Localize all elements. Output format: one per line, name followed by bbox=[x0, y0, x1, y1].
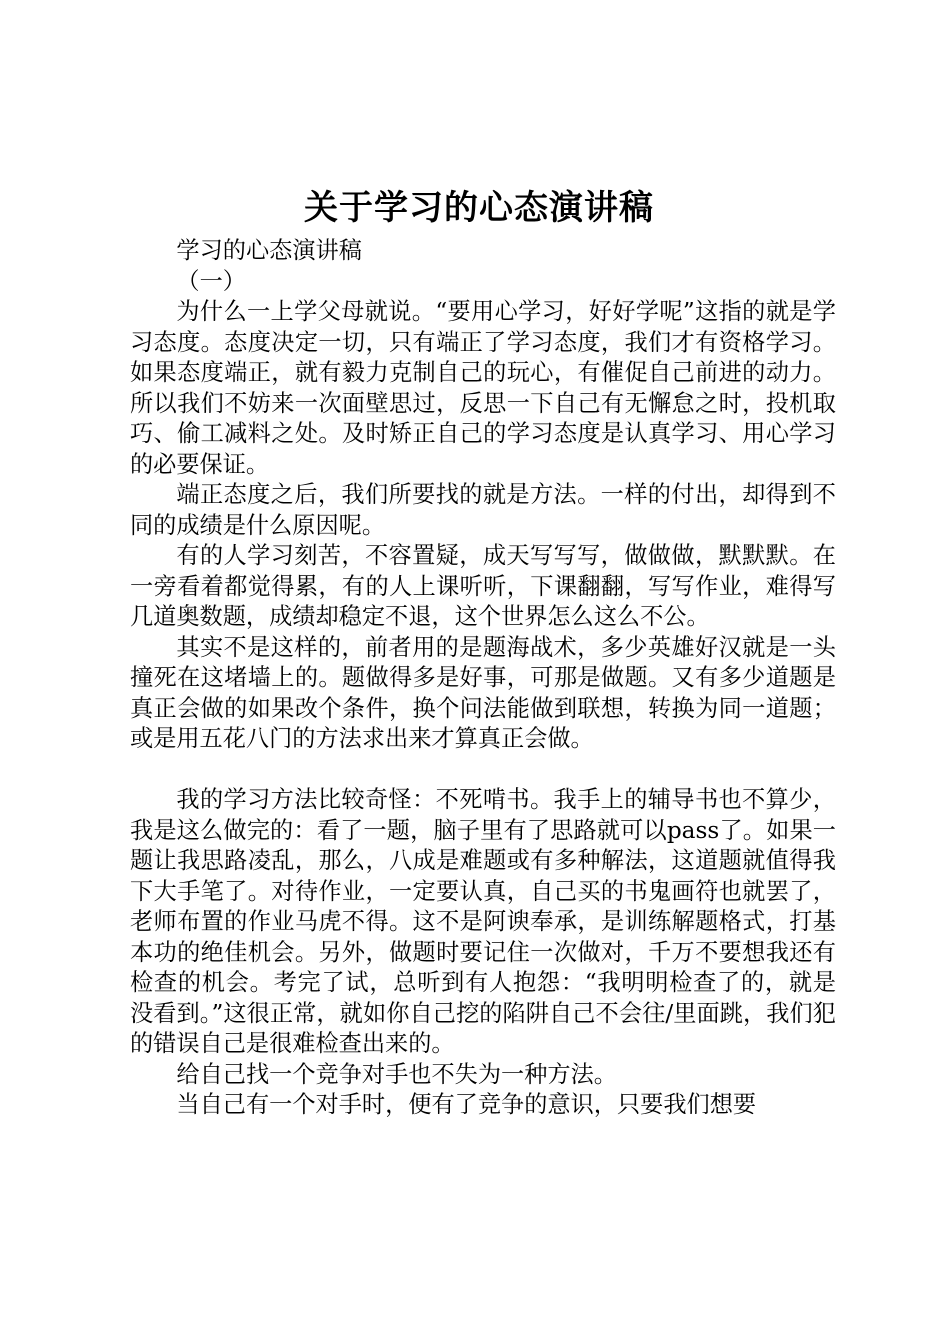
paragraph: 有的人学习刻苦，不容置疑，成天写写写，做做做，默默默。在一旁看着都觉得累，有的人上课听听，下课翻翻，写写作业，难得写几道奥数题，成绩却稳定不退，这个世界怎么这么不公。 bbox=[130, 542, 836, 630]
paragraph: 其实不是这样的，前者用的是题海战术，多少英雄好汉就是一头撞死在这堵墙上的。题做得多是好事，可那是做题。又有多少道题是真正会做的如果改个条件，换个问法能做到联想，转换为同一道题；或是用五花八门的方法求出来才算真正会做。 bbox=[130, 633, 836, 752]
document-body bbox=[130, 236, 836, 1121]
paragraph: 当自己有一个对手时，便有了竞争的意识，只要我们想要 bbox=[176, 1091, 757, 1118]
document-title: 关于学习的心态演讲稿 bbox=[304, 188, 654, 228]
paragraph: 给自己找一个竞争对手也不失为一种方法。 bbox=[176, 1060, 617, 1088]
paragraph: 端正态度之后，我们所要找的就是方法。一样的付出，却得到不同的成绩是什么原因呢。 bbox=[130, 481, 836, 539]
paragraph: 为什么一上学父母就说。“要用心学习，好好学呢”这指的就是学习态度。态度决定一切，只有端正了学习态度，我们才有资格学习。如果态度端正，就有毅力克制自己的玩心，有催促自己前进的动力。所以我们不妨来一次面壁思过，反思一下自己有无懈怠之时，投机取巧、偷工减料之处。及时矫正自己的学习态度是认真学习、用心学习的必要保证。 bbox=[130, 298, 836, 478]
paragraph-section-number: （一） bbox=[176, 267, 246, 295]
paragraph: 我的学习方法比较奇怪：不死啃书。我手上的辅导书也不算少，我是这么做完的：看了一题，脑子里有了思路就可以pass了。如果一题让我思路凌乱，那么，八成是难题或有多种解法，这道题就值得我下大手笔了。对待作业，一定要认真，自己买的书鬼画符也就罢了，老师布置的作业马虎不得。这不是阿谀奉承，是训练解题格式，打基本功的绝佳机会。另外，做题时要记住一次做对，千万不要想我还有检查的机会。考完了试，总听到有人抱怨：“我明明检查了的，就是没看到。”这很正常，就如你自己挖的陷阱自己不会往/里面跳，我们犯的错误自己是很难检查出来的。 bbox=[130, 786, 836, 1057]
paragraph-subtitle: 学习的心态演讲稿 bbox=[176, 237, 362, 264]
